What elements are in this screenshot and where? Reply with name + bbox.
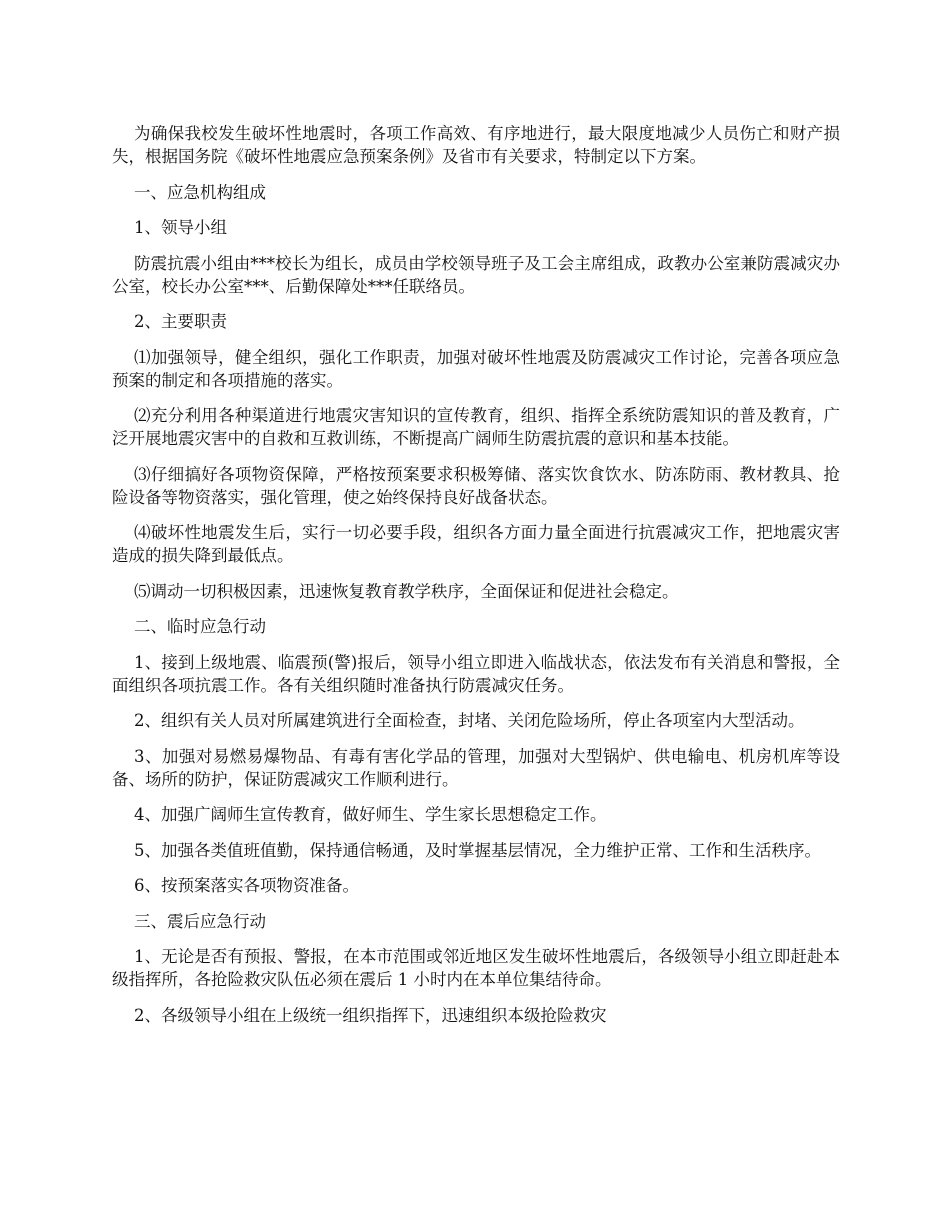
duty-item-1: ⑴加强领导，健全组织，强化工作职责，加强对破坏性地震及防震减灾工作讨论，完善各项应急预案的制定和各项措施的落实。 <box>112 347 840 390</box>
temporary-action-1: 1、接到上级地震、临震预(警)报后，领导小组立即进入临战状态，依法发布有关消息和警报，全面组织各项抗震工作。各有关组织随时准备执行防震减灾任务。 <box>112 652 840 695</box>
temporary-action-3: 3、加强对易燃易爆物品、有毒有害化学品的管理，加强对大型锅炉、供电输电、机房机库等设备、场所的防护，保证防震减灾工作顺利进行。 <box>112 746 840 789</box>
section-heading-1: 一、应急机构组成 <box>134 182 266 202</box>
post-quake-action-1: 1、无论是否有预报、警报，在本市范围或邻近地区发生破坏性地震后，各级领导小组立即赶赴本级指挥所，各抢险救灾队伍必须在震后 1 小时内在本单位集结待命。 <box>112 947 840 989</box>
leadership-paragraph: 防震抗震小组由***校长为组长，成员由学校领导班子及工会主席组成，政教办公室兼防震减灾办公室，校长办公室***、后勤保障处***任联络员。 <box>112 253 840 296</box>
temporary-action-6: 6、按预案落实各项物资准备。 <box>134 876 359 895</box>
document-body <box>112 122 840 1039</box>
temporary-action-4: 4、加强广阔师生宣传教育，做好师生、学生家长思想稳定工作。 <box>134 805 607 824</box>
duty-item-4: ⑷破坏性地震发生后，实行一切必要手段，组织各方面力量全面进行抗震减灾工作，把地震灾害造成的损失降到最低点。 <box>112 523 840 565</box>
intro-paragraph: 为确保我校发生破坏性地震时，各项工作高效、有序地进行，最大限度地减少人员伤亡和财产损失，根据国务院《破坏性地震应急预案条例》及省市有关要求，特制定以下方案。 <box>112 124 840 166</box>
duty-item-2: ⑵充分利用各种渠道进行地震灾害知识的宣传教育，组织、指挥全系统防震知识的普及教育，广泛开展地震灾害中的自救和互救训练，不断提高广阔师生防震抗震的意识和基本技能。 <box>112 406 840 448</box>
post-quake-action-2: 2、各级领导小组在上级统一组织指挥下，迅速组织本级抢险救灾 <box>134 1005 607 1025</box>
temporary-action-2: 2、组织有关人员对所属建筑进行全面检查，封堵、关闭危险场所，停止各项室内大型活动。 <box>134 711 805 730</box>
section-heading-2: 二、临时应急行动 <box>134 617 266 636</box>
duty-item-5: ⑸调动一切积极因素，迅速恢复教育教学秩序，全面保证和促进社会稳定。 <box>134 581 679 601</box>
duty-item-3: ⑶仔细搞好各项物资保障，严格按预案要求积极筹储、落实饮食饮水、防冻防雨、教材教具、抢险设备等物资落实，强化管理，使之始终保持良好战备状态。 <box>112 464 840 507</box>
subsection-heading-leadership: 1、领导小组 <box>134 218 227 237</box>
temporary-action-5: 5、加强各类值班值勤，保持通信畅通，及时掌握基层情况，全力维护正常、工作和生活秩序。 <box>134 840 821 860</box>
section-heading-3: 三、震后应急行动 <box>134 911 266 931</box>
subsection-heading-duties: 2、主要职责 <box>134 312 227 331</box>
